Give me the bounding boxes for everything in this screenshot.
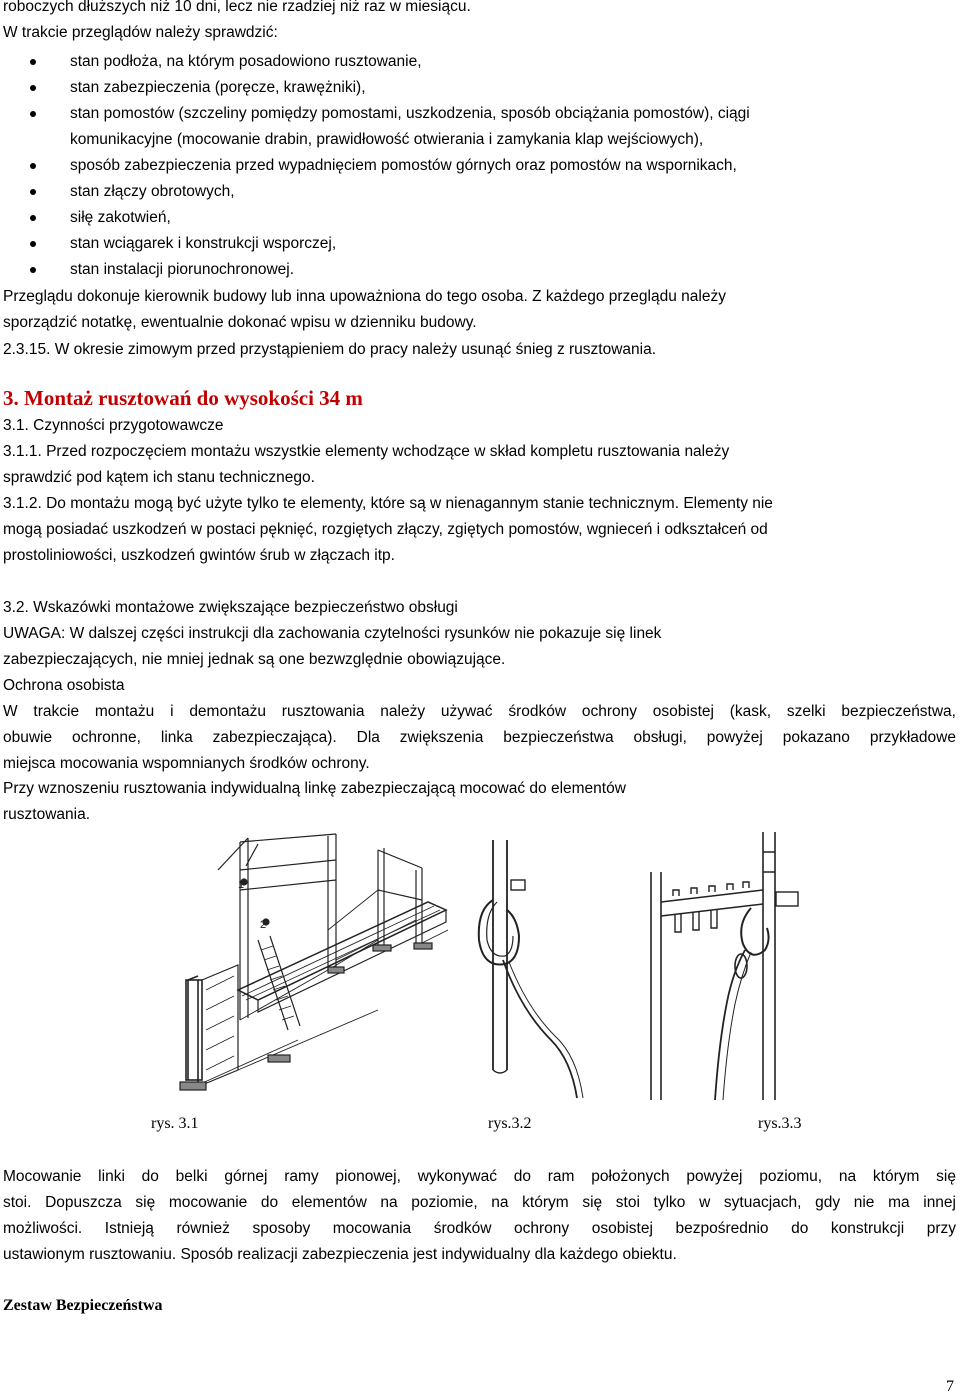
list-item: siłę zakotwień, xyxy=(3,205,957,231)
subsection-title-3-2: 3.2. Wskazówki montażowe zwiększające bezpieczeństwo obsługi xyxy=(3,599,458,616)
paragraph-3-1-1-line-2: sprawdzić pod kątem ich stanu technicznego. xyxy=(3,469,315,486)
beam-lanyard-figure-3-3 xyxy=(643,832,843,1100)
anchoring-line-1: Mocowanie linki do belki górnej ramy pionowej, wykonywać do ram położonych powyżej poziomu, na którym się xyxy=(3,1168,956,1185)
callout-label-2: 2 xyxy=(260,919,267,931)
bullet-icon xyxy=(30,59,36,65)
bullet-icon xyxy=(30,85,36,91)
paragraph-3-1-2-line-2: mogą posiadać uszkodzeń w postaci pęknięć, rozgiętych złączy, zgiętych pomostów, wgnieceń i odkształceń od xyxy=(3,521,768,538)
protection-line-1: W trakcie montażu i demontażu rusztowania należy używać środków ochrony osobistej (kask, szelki bezpieczeństwa, xyxy=(3,703,956,720)
list-item: stan wciągarek i konstrukcji wsporczej, xyxy=(3,231,957,257)
section-heading: 3. Montaż rusztowań do wysokości 34 m xyxy=(3,386,363,410)
inspection-checklist xyxy=(3,49,957,283)
list-item: stan instalacji piorunochronowej. xyxy=(3,257,957,283)
list-item: sposób zabezpieczenia przed wypadnięciem pomostów górnych oraz pomostów na wspornikach, xyxy=(3,153,957,179)
lanyard-hook-figure-3-2 xyxy=(473,840,588,1100)
callout-label-1: 1 xyxy=(238,879,245,891)
bullet-icon xyxy=(30,111,36,117)
bullet-icon xyxy=(30,215,36,221)
lanyard-line-2: rusztowania. xyxy=(3,806,91,823)
figure-caption-3-2: rys.3.2 xyxy=(488,1115,532,1132)
inspection-line-2: sporządzić notatkę, ewentualnie dokonać wpisu w dzienniku budowy. xyxy=(3,314,477,331)
personal-protection-title: Ochrona osobista xyxy=(3,677,125,694)
figure-caption-3-3: rys.3.3 xyxy=(758,1115,802,1132)
bullet-icon xyxy=(30,163,36,169)
anchoring-line-3: możliwości. Istnieją również sposoby mocowania środków ochrony osobistej bezpośrednio do konstrukcji przy xyxy=(3,1220,956,1237)
scaffold-figure-3-1 xyxy=(178,830,468,1100)
lanyard-line-1: Przy wznoszeniu rusztowania indywidualną linkę zabezpieczającą mocować do elementów xyxy=(3,780,626,797)
inspection-line-3: 2.3.15. W okresie zimowym przed przystąpieniem do pracy należy usunąć śnieg z rusztowania. xyxy=(3,341,657,358)
paragraph-3-1-2-line-3: prostoliniowości, uszkodzeń gwintów śrub w złączach itp. xyxy=(3,547,395,564)
anchoring-line-2: stoi. Dopuszcza się mocowanie do elementów na poziomie, na którym się stoi tylko w sytuacjach, gdy nie ma innej xyxy=(3,1194,956,1211)
warning-line-2: zabezpieczających, nie mniej jednak są one bezwzględnie obowiązujące. xyxy=(3,651,506,668)
anchoring-line-4: ustawionym rusztowaniu. Sposób realizacji zabezpieczenia jest indywidualny dla każdego obiektu. xyxy=(3,1246,677,1263)
safety-kit-title: Zestaw Bezpieczeństwa xyxy=(3,1297,163,1314)
bullet-icon xyxy=(30,241,36,247)
inspection-line-1: Przeglądu dokonuje kierownik budowy lub inna upoważniona do tego osoba. Z każdego przeglądu należy xyxy=(3,288,726,305)
paragraph-3-1-2-line-1: 3.1.2. Do montażu mogą być użyte tylko te elementy, które są w nienagannym stanie technicznym. Elementy nie xyxy=(3,495,773,512)
protection-line-2: obuwie ochronne, linka zabezpieczająca). Dla zwiększenia bezpieczeństwa obsługi, powyżej pokazano przykładowe xyxy=(3,729,956,746)
list-item: stan zabezpieczenia (poręcze, krawężniki), xyxy=(3,75,957,101)
intro-line-1: roboczych dłuższych niż 10 dni, lecz nie rzadziej niż raz w miesiącu. xyxy=(3,0,471,15)
warning-line-1: UWAGA: W dalszej części instrukcji dla zachowania czytelności rysunków nie pokazuje się linek xyxy=(3,625,662,642)
paragraph-3-1-1-line-1: 3.1.1. Przed rozpoczęciem montażu wszystkie elementy wchodzące w skład kompletu rusztowania należy xyxy=(3,443,730,460)
bullet-icon xyxy=(30,189,36,195)
subsection-title-3-1: 3.1. Czynności przygotowawcze xyxy=(3,417,224,434)
bullet-icon xyxy=(30,267,36,273)
list-item: stan podłoża, na którym posadowiono rusztowanie, xyxy=(3,49,957,75)
page-number: 7 xyxy=(946,1378,954,1395)
list-item: stan pomostów (szczeliny pomiędzy pomostami, uszkodzenia, sposób obciążania pomostów), ciągi xyxy=(3,101,957,127)
figure-caption-3-1: rys. 3.1 xyxy=(151,1115,199,1132)
list-item: stan złączy obrotowych, xyxy=(3,179,957,205)
intro-line-2: W trakcie przeglądów należy sprawdzić: xyxy=(3,24,278,41)
protection-line-3: miejsca mocowania wspomnianych środków ochrony. xyxy=(3,755,370,772)
list-item-continuation: komunikacyjne (mocowanie drabin, prawidłowość otwierania i zamykania klap wejściowych), xyxy=(70,131,704,148)
